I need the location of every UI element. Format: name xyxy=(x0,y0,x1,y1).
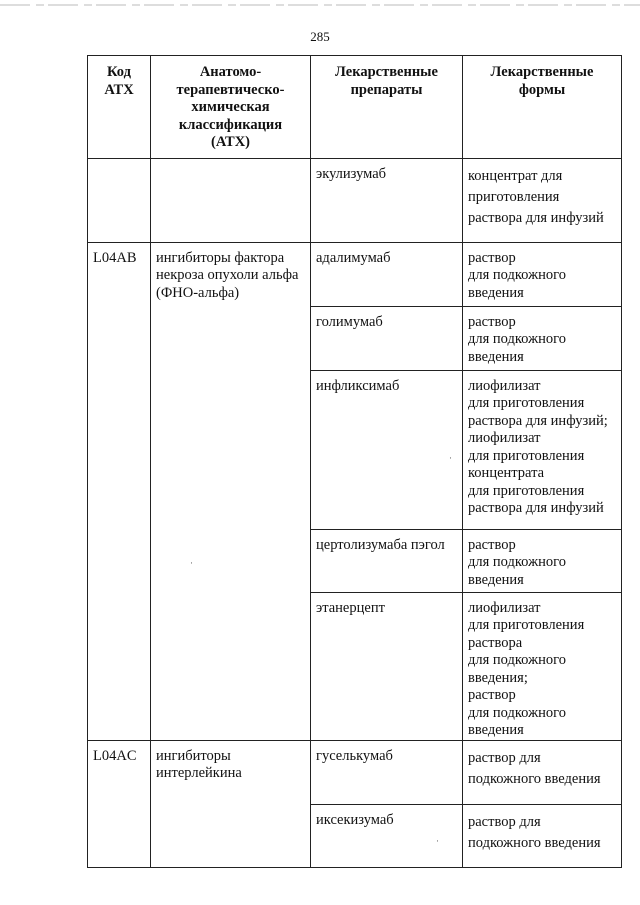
classification-cell: ингибиторы интерлейкина xyxy=(151,740,311,867)
header-code: Код АТХ xyxy=(88,56,151,159)
drug-cell: экулизумаб xyxy=(311,158,463,242)
classification-cell: ингибиторы фактора некроза опухоли альфа (ФНО-альфа) xyxy=(151,242,311,740)
form-cell: лиофилизат для приготовления раствора для подкожного введения; раствор для подкожного введения xyxy=(463,592,622,740)
drug-cell: гуселькумаб xyxy=(311,740,463,804)
atx-table xyxy=(87,55,622,868)
form-cell: раствор для подкожного введения xyxy=(463,242,622,306)
form-cell: раствор для подкожного введения xyxy=(463,740,622,804)
drug-cell: цертолизумаба пэгол xyxy=(311,529,463,592)
form-cell: раствор для подкожного введения xyxy=(463,529,622,592)
header-forms: Лекарственные формы xyxy=(463,56,622,159)
drug-cell: иксекизумаб xyxy=(311,804,463,867)
form-cell: концентрат для приготовления раствора для инфузий xyxy=(463,158,622,242)
code-cell: L04AC xyxy=(88,740,151,867)
scan-speck: · xyxy=(190,558,193,568)
header-drugs: Лекарственные препараты xyxy=(311,56,463,159)
page-number: 285 xyxy=(310,29,330,44)
table-row xyxy=(88,158,622,242)
table-row xyxy=(88,242,622,306)
form-cell: раствор для подкожного введения xyxy=(463,306,622,370)
classification-cell xyxy=(151,158,311,242)
drug-cell: инфликсимаб xyxy=(311,370,463,529)
drug-cell: этанерцепт xyxy=(311,592,463,740)
drug-cell: голимумаб xyxy=(311,306,463,370)
drug-cell: адалимумаб xyxy=(311,242,463,306)
top-edge-line xyxy=(0,2,640,8)
code-cell: L04AB xyxy=(88,242,151,740)
scan-speck: · xyxy=(436,836,439,846)
table-row xyxy=(88,740,622,804)
code-cell xyxy=(88,158,151,242)
form-cell: раствор для подкожного введения xyxy=(463,804,622,867)
header-classification: Анатомо- терапевтическо- химическая классификация (АТХ) xyxy=(151,56,311,159)
table-header-row xyxy=(88,56,622,159)
form-cell: лиофилизат для приготовления раствора для инфузий; лиофилизат для приготовления концентрата для приготовления раствора для инфузий xyxy=(463,370,622,529)
scan-speck: · xyxy=(449,453,452,463)
